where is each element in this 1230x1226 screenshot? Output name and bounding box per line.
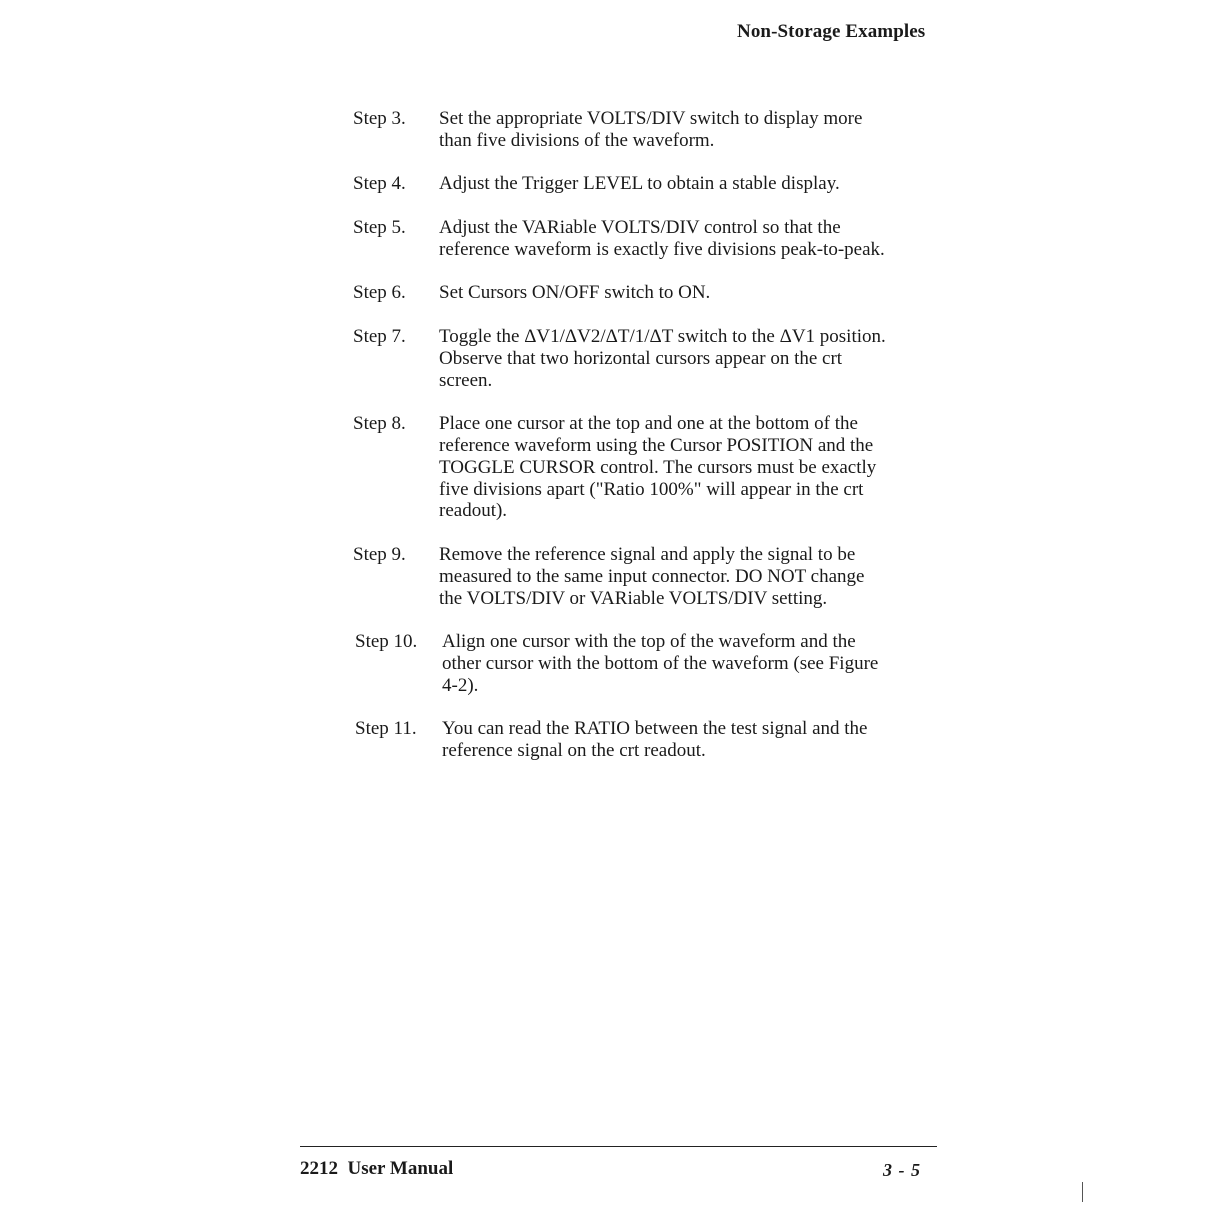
step-item [353,718,953,762]
step-item [353,631,953,696]
step-text: You can read the RATIO between the test signal and the reference signal on the crt readout. [442,718,868,762]
step-label: Step 11. [355,718,417,740]
step-text: Remove the reference signal and apply the signal to be measured to the same input connector. DO NOT change the VOLTS/DIV or VARiable VOLTS/DIV setting. [439,543,865,609]
step-label: Step 8. [353,413,406,435]
step-item [353,544,953,609]
page-number: 3 - 5 [883,1160,921,1180]
step-item [353,413,953,522]
step-text: Place one cursor at the top and one at the bottom of the reference waveform using the Cursor POSITION and the TOGGLE CURSOR control. The cursors must be exactly five divisions apart ("Ratio 100%" will appear in the crt readout). [439,413,877,522]
step-text: Set Cursors ON/OFF switch to ON. [439,282,711,304]
step-label: Step 7. [353,325,406,347]
step-label: Step 3. [353,108,406,129]
step-label: Step 9. [353,543,406,565]
step-item [353,108,953,152]
scan-edge-mark [1082,1182,1083,1202]
step-list [353,108,953,784]
footer-manual-title: 2212 User Manual [300,1158,454,1179]
step-item [353,326,953,391]
step-text: Set the appropriate VOLTS/DIV switch to display more than five divisions of the waveform. [439,108,863,151]
step-item [353,173,953,195]
step-label: Step 6. [353,282,406,304]
step-item [353,217,953,261]
step-text: Adjust the VARiable VOLTS/DIV control so that the reference waveform is exactly five divisions peak-to-peak. [439,216,885,260]
step-item [353,282,953,304]
step-text: Toggle the ΔV1/ΔV2/ΔT/1/ΔT switch to the ΔV1 position. Observe that two horizontal cursors appear on the crt screen. [439,325,886,391]
step-text: Adjust the Trigger LEVEL to obtain a stable display. [439,173,840,195]
step-label: Step 5. [353,216,406,238]
page-header-title: Non-Storage Examples [737,21,926,42]
step-text: Align one cursor with the top of the waveform and the other cursor with the bottom of the waveform (see Figure 4-2). [442,631,879,696]
step-label: Step 10. [355,631,418,653]
step-label: Step 4. [353,173,406,195]
footer-divider [300,1146,937,1147]
